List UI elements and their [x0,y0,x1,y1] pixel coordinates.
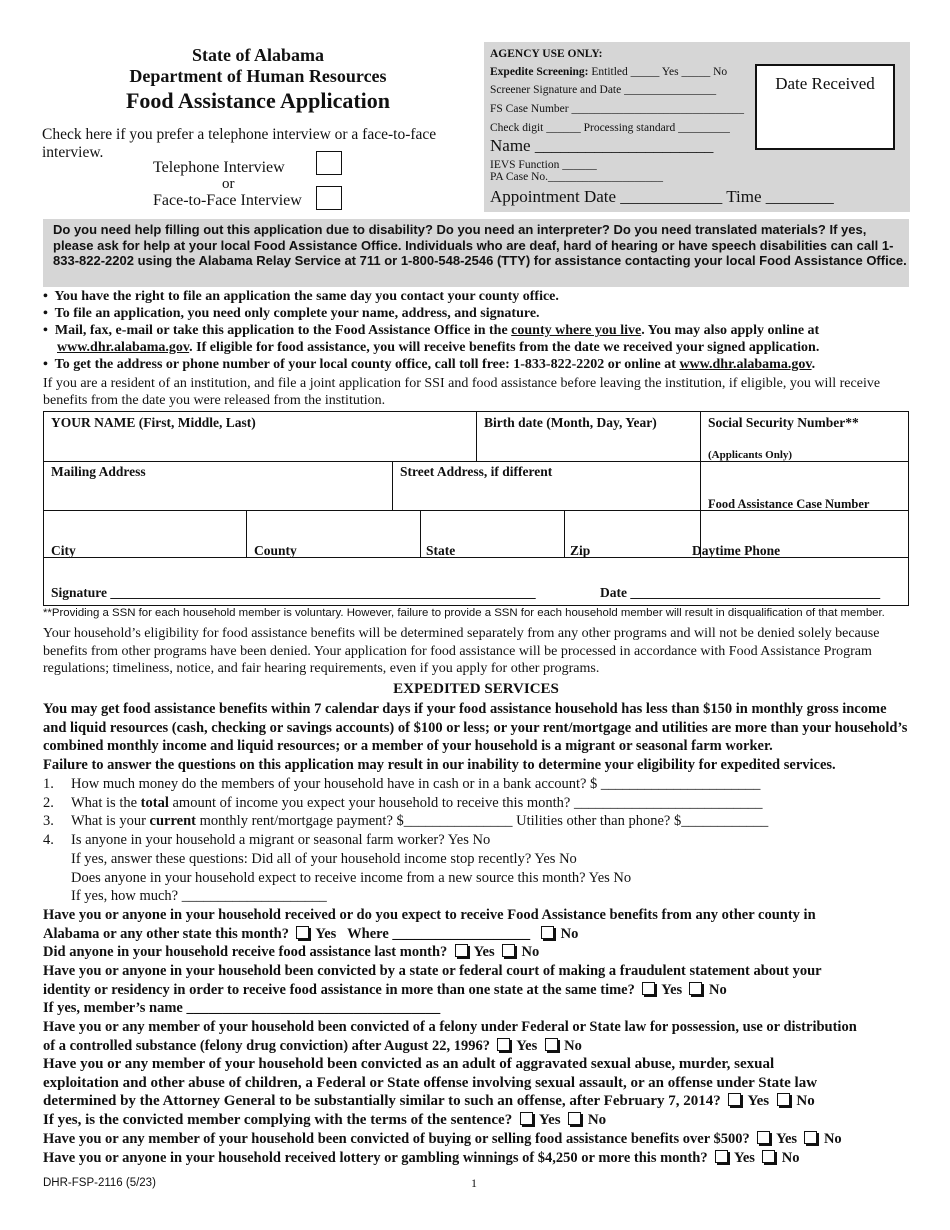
total-income-field[interactable]: amount of income you expect your household to receive this month? __________________________ [168,795,763,811]
header-block [43,45,473,111]
signature-date-field[interactable]: Date _____________________________________ [600,585,881,600]
applicants-only-note: (Applicants Only) [708,449,793,461]
state-name: State of Alabama [192,45,324,65]
telephone-interview-label: Telephone Interview [153,159,285,176]
pa-case-field[interactable]: PA Case No.____________________ [490,171,664,183]
daytime-phone-field[interactable]: Daytime Phone [692,543,781,558]
complying-no-checkbox[interactable] [568,1112,581,1125]
fraud-no-checkbox[interactable] [689,982,702,995]
member-name-field[interactable]: If yes, member’s name ___________________________________ [43,1000,441,1017]
institution-note: If you are a resident of an institution, and file a joint application for SSI and food assistance before leaving the institution, if eligible, you will receive benefits from the date you were released from the institution. [43,376,881,408]
bullet-item: • Mail, fax, e-mail or take this application to the Food Assistance Office in the county where you live. You may also apply online at www.dhr.alabama.gov. If eligible for food assistance, you will receive benefits from the date we received your signed application. [43,323,820,355]
lottery-question: Have you or anyone in your household received lottery or gambling winnings of $4,250 or more this month? Yes No [43,1150,800,1166]
fs-case-number-field[interactable]: FS Case Number ______________________________ [490,103,744,115]
question-1: 1. How much money do the members of your household have in cash or in a bank account? $ ______________________ [43,776,761,792]
felony-yes-checkbox[interactable] [497,1038,510,1051]
lottery-no-checkbox[interactable] [762,1150,775,1163]
birth-date-field[interactable]: Birth date (Month, Day, Year) [484,415,657,430]
eligibility-paragraph: Your household’s eligibility for food assistance benefits will be determined separately from any other programs and will not be denied solely because benefits from other programs have been denied. Your application for food assistance will be processed in accordance with Food Assistance Program regulations; timeliness, notice, and fair hearing requirements, even if you apply for other programs. [43,626,880,676]
buying-yes-checkbox[interactable] [757,1131,770,1144]
abuse-no-checkbox[interactable] [777,1093,790,1106]
state-field[interactable]: State [426,543,456,558]
complying-yes-checkbox[interactable] [520,1112,533,1125]
face-to-face-interview-checkbox[interactable] [316,186,342,210]
expedited-heading: EXPEDITED SERVICES [393,681,559,697]
bullet-item: • You have the right to file an application the same day you contact your county office. [43,289,559,304]
page-number: 1 [471,1176,477,1190]
question-4a[interactable]: If yes, answer these questions: Did all of your household income stop recently? Yes No [71,851,577,867]
dhr-website-link[interactable]: www.dhr.alabama.gov [57,340,190,355]
fraud-yes-checkbox[interactable] [642,982,655,995]
question-4b[interactable]: Does anyone in your household expect to receive income from a new source this month? Yes No [71,870,632,886]
migrant-worker-question[interactable]: Is anyone in your household a migrant or seasonal farm worker? Yes No [71,832,491,848]
date-received-label: Date Received [775,74,875,93]
help-notice: Do you need help filling out this application due to disability? Do you need an interpreter? Do you need translated materials? If yes, please ask for help at your local Food Assistance Office. Individuals who are deaf, hard of hearing or have speech disabilities can call 1-833-822-2202 using the Alabama Relay Service at 711 or 1-800-548-2546 (TTY) for assistance contacting your local Food Assistance Office. [43,219,909,287]
form-title: Food Assistance Application [125,88,391,113]
or-label: or [222,176,235,192]
appointment-date-time-field[interactable]: Appointment Date ____________ Time ________ [490,187,834,206]
question-4: 4. Is anyone in your household a migrant or seasonal farm worker? Yes No [43,832,491,848]
expedite-screening [490,66,727,79]
bullet-item: • To get the address or phone number of your local county office, call toll free: 1-833-822-2202 or online at www.dhr.alabama.gov. [43,357,816,372]
last-month-no-checkbox[interactable] [502,944,515,957]
rent-utilities-field[interactable]: monthly rent/mortgage payment? $_______________ Utilities other than phone? $____________ [195,813,769,829]
department-name: Department of Human Resources [129,66,387,86]
interview-preference-text: Check here if you prefer a telephone interview or a face-to-face interview. [42,126,437,161]
question-2: 2. What is the total amount of income you expect your household to receive this month? __________________________ [43,795,763,811]
question-3: 3. What is your current monthly rent/mortgage payment? $_______________ Utilities other than phone? $____________ [43,813,769,829]
telephone-interview-checkbox[interactable] [316,151,342,175]
other-county-question: Have you or anyone in your household received or do you expect to receive Food Assistance benefits from any other county in Alabama or any other state this month? Yes Where ___________________ No [43,907,816,942]
fraud-question: Have you or anyone in your household been convicted by a state or federal court of making a fraudulent statement about your identity or residency in order to receive food assistance in more than one state at the same time? Yes No If yes, member’s name ___________________________________ [43,963,822,1017]
expedited-intro: You may get food assistance benefits within 7 calendar days if your food assistance household has less than $150 in monthly gross income and liquid resources (cash, checking or savings accounts) of $100 or less; or your rent/mortgage and utilities are more than your household’s combined monthly income and liquid resources; or a member of your household is a migrant or seasonal farm worker. [43,701,908,755]
buying-no-checkbox[interactable] [804,1131,817,1144]
zip-field[interactable]: Zip [570,543,591,558]
other-county-no-checkbox[interactable] [541,926,554,939]
bullet-item: • To file an application, you need only complete your name, address, and signature. [43,306,540,321]
felony-drug-question: Have you or any member of your household been convicted of a felony under Federal or State law for possession, use or distribution of a controlled substance (felony drug conviction) after August 22, 1996? Yes No [43,1019,857,1054]
last-month-question: Did anyone in your household receive food assistance last month? Yes No [43,944,540,960]
ssn-note: **Providing a SSN for each household member is voluntary. However, failure to provide a SSN for each household member will result in disqualification of that member. [43,607,885,619]
expedite-label: Expedite Screening: [490,66,589,78]
agency-title: AGENCY USE ONLY: [490,48,603,60]
expedite-entitled: Entitled _____ Yes _____ No [591,66,728,78]
date-received-box [755,64,895,150]
dhr-website-link[interactable]: www.dhr.alabama.gov [679,357,812,372]
last-month-yes-checkbox[interactable] [455,944,468,957]
other-county-where-field[interactable]: Where ___________________ [347,925,531,942]
form-id: DHR-FSP-2116 (5/23) [43,1177,156,1189]
mailing-address-field[interactable]: Mailing Address [51,464,146,479]
ssn-field[interactable]: Social Security Number** [708,415,859,430]
city-field[interactable]: City [51,543,76,558]
check-digit-field[interactable]: Check digit ______ Processing standard _________ [490,122,730,134]
question-4c[interactable]: If yes, how much? ____________________ [71,888,327,904]
face-to-face-interview-label: Face-to-Face Interview [153,192,302,209]
buying-selling-question: Have you or any member of your household been convicted of buying or selling food assistance benefits over $500? Yes No [43,1131,842,1147]
lottery-yes-checkbox[interactable] [715,1150,728,1163]
cash-bank-amount-field[interactable]: How much money do the members of your household have in cash or in a bank account? $ ______________________ [71,776,761,792]
sexual-abuse-question: Have you or any member of your household been convicted as an adult of aggravated sexual abuse, murder, sexual exploitation and other abuse of children, a Federal or State offense involving sexual assault, or an offense under State law determined by the Attorney General to be substantially similar to such an offense, after February 7, 2014? Yes No If yes, is the convicted member complying with the terms of the sentence? Yes No [43,1056,818,1129]
felony-no-checkbox[interactable] [545,1038,558,1051]
ievs-function-field[interactable]: IEVS Function ______ [490,159,597,171]
agency-name-field[interactable]: Name _____________________ [490,136,714,155]
expedited-failure-warning: Failure to answer the questions on this application may result in our inability to determine your eligibility for expedited services. [43,757,836,773]
rights-list [43,288,913,373]
street-address-field[interactable]: Street Address, if different [400,464,553,479]
your-name-field[interactable]: YOUR NAME (First, Middle, Last) [51,415,256,430]
screener-signature-field[interactable]: Screener Signature and Date ________________ [490,84,717,96]
abuse-yes-checkbox[interactable] [728,1093,741,1106]
applicant-info-table [43,411,909,606]
signature-field[interactable]: Signature _______________________________________________________________ [51,585,536,600]
fa-case-number-field[interactable]: Food Assistance Case Number [708,497,870,511]
county-link[interactable]: county where you live [511,323,642,338]
county-field[interactable]: County [254,543,297,558]
other-county-yes-checkbox[interactable] [296,926,309,939]
